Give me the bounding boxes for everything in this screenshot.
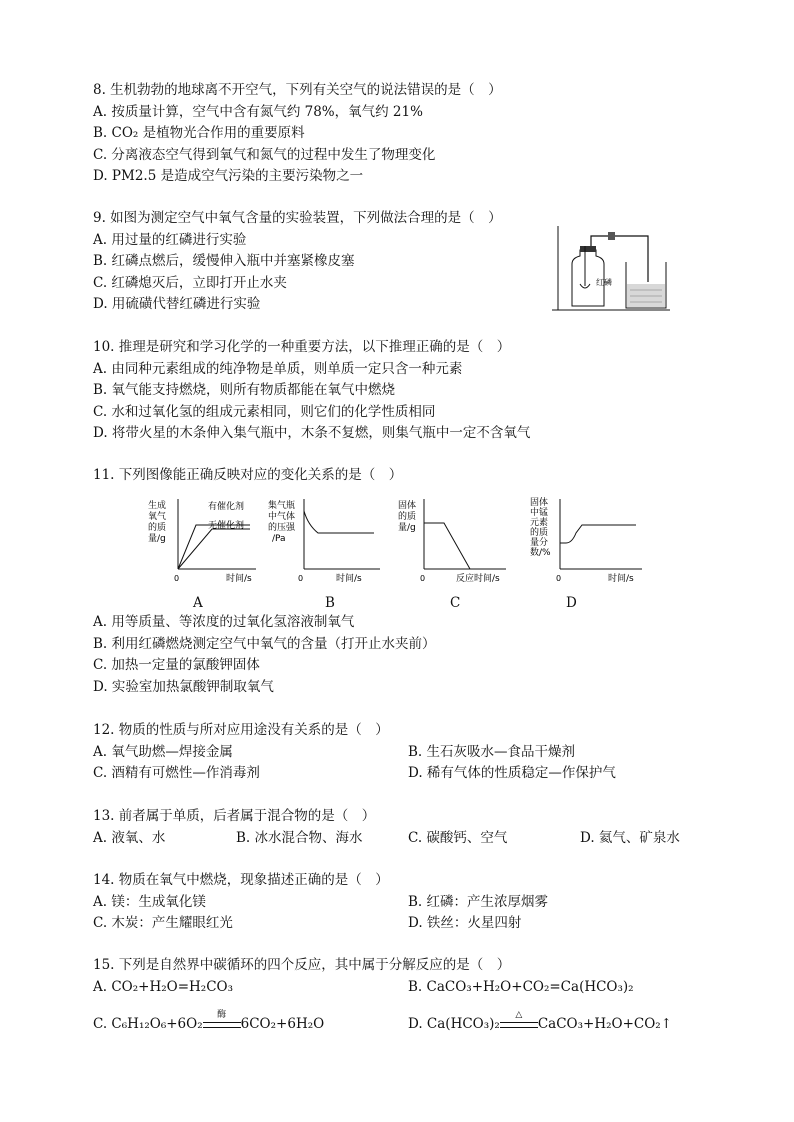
curve-without-catalyst bbox=[178, 529, 250, 569]
y-label-4: 的质 bbox=[530, 528, 549, 538]
question-stem: 11. 下列图像能正确反映对应的变化关系的是（ ） bbox=[93, 467, 403, 483]
origin-label: 0 bbox=[420, 574, 426, 583]
y-label-2: 的质 bbox=[398, 512, 417, 522]
beaker-water bbox=[627, 284, 665, 307]
question-13 bbox=[93, 806, 733, 849]
option-b[interactable]: B. 利用红磷燃烧测定空气中氧气的含量（打开止水夹前） bbox=[93, 635, 436, 652]
question-stem: 12. 物质的性质与所对应用途没有关系的是（ ） bbox=[93, 722, 389, 738]
question-stem: 9. 如图为测定空气中氧气含量的实验装置，下列做法合理的是（ ） bbox=[93, 210, 502, 226]
y-label-2: 氧气 bbox=[148, 512, 167, 522]
condition-heat: △ bbox=[515, 1010, 523, 1020]
y-label-1: 固体 bbox=[398, 501, 417, 511]
question-stem: 8. 生机勃勃的地球离不开空气，下列有关空气的说法错误的是（ ） bbox=[93, 82, 502, 98]
water-clamp bbox=[608, 232, 615, 240]
option-a[interactable]: A. 按质量计算，空气中含有氮气约 78%，氧气约 21% bbox=[93, 103, 423, 120]
apparatus-figure bbox=[552, 222, 672, 314]
question-stem: 13. 前者属于单质，后者属于混合物的是（ ） bbox=[93, 808, 376, 824]
rubber-stopper bbox=[580, 246, 596, 252]
y-label-4: 量/g bbox=[148, 534, 166, 544]
graph-d bbox=[524, 495, 646, 590]
x-label: 时间/s bbox=[226, 574, 252, 584]
option-b[interactable]: B. 冰水混合物、海水 bbox=[236, 829, 363, 846]
reaction-arrow-c bbox=[203, 1010, 241, 1028]
origin-label: 0 bbox=[174, 574, 180, 583]
option-d[interactable]: D. 用硫磺代替红磷进行实验 bbox=[93, 296, 261, 312]
option-c[interactable]: C. 碳酸钙、空气 bbox=[408, 829, 508, 846]
option-d[interactable]: D. 稀有气体的性质稳定—作保护气 bbox=[408, 765, 616, 781]
question-10 bbox=[93, 337, 733, 445]
option-a[interactable]: A. 用过量的红磷进行实验 bbox=[93, 231, 247, 248]
mass-curve bbox=[424, 523, 470, 569]
x-label: 时间/s bbox=[336, 574, 362, 584]
y-label-3: 的质 bbox=[148, 523, 167, 533]
x-label: 时间/s bbox=[608, 574, 634, 584]
option-c[interactable]: C. 红磷熄灭后，立即打开止水夹 bbox=[93, 274, 287, 291]
option-d[interactable]: D. PM2.5 是造成空气污染的主要污染物之一 bbox=[93, 168, 364, 184]
glass-tube bbox=[591, 236, 648, 282]
option-d[interactable] bbox=[408, 1010, 673, 1036]
question-11-options bbox=[93, 612, 733, 698]
y-label-1: 生成 bbox=[148, 501, 167, 511]
y-label-4: /Pa bbox=[272, 534, 286, 544]
question-15 bbox=[93, 955, 733, 1036]
y-label-3: 的压强 bbox=[268, 523, 296, 533]
question-stem: 15. 下列是自然界中碳循环的四个反应，其中属于分解反应的是（ ） bbox=[93, 957, 511, 973]
question-11 bbox=[93, 465, 733, 487]
question-stem: 14. 物质在氧气中燃烧，现象描述正确的是（ ） bbox=[93, 872, 389, 888]
question-8 bbox=[93, 80, 733, 188]
y-label-2: 中锰 bbox=[530, 508, 549, 518]
option-d[interactable]: D. 氦气、矿泉水 bbox=[580, 829, 680, 846]
y-label-3: 量/g bbox=[398, 523, 416, 533]
graph-c-label: C bbox=[450, 595, 461, 611]
y-label-2: 中气体 bbox=[268, 512, 296, 522]
graph-a-label: A bbox=[193, 595, 203, 611]
graph-b bbox=[264, 495, 384, 590]
option-b[interactable]: B. 氧气能支持燃烧，则所有物质都能在氧气中燃烧 bbox=[93, 382, 396, 398]
curve1-label: 有催化剂 bbox=[208, 502, 245, 512]
option-d-products: CaCO₃+H₂O+CO₂↑ bbox=[537, 1016, 673, 1032]
option-a[interactable]: A. 由同种元素组成的纯净物是单质，则单质一定只含一种元素 bbox=[93, 360, 463, 377]
option-c-reactants: C. C₆H₁₂O₆+6O₂ bbox=[93, 1016, 203, 1032]
y-label-1: 集气瓶 bbox=[268, 501, 296, 511]
option-b[interactable]: B. 红磷：产生浓厚烟雾 bbox=[408, 893, 549, 910]
y-label-1: 固体 bbox=[530, 498, 549, 508]
option-a[interactable]: A. 氧气助燃—焊接金属 bbox=[93, 743, 233, 760]
option-a[interactable]: A. 镁：生成氧化镁 bbox=[93, 893, 206, 910]
option-b[interactable]: B. 生石灰吸水—食品干燥剂 bbox=[408, 743, 576, 760]
graph-a bbox=[140, 495, 260, 590]
curve-with-catalyst bbox=[178, 525, 250, 569]
option-a[interactable]: A. 液氧、水 bbox=[93, 829, 166, 846]
option-c[interactable]: C. 加热一定量的氯酸钾固体 bbox=[93, 657, 260, 673]
option-d[interactable]: D. 将带火星的木条伸入集气瓶中，木条不复燃，则集气瓶中一定不含氧气 bbox=[93, 425, 531, 441]
option-c[interactable]: C. 木炭：产生耀眼红光 bbox=[93, 915, 233, 931]
curve2-label: 无催化剂 bbox=[208, 521, 245, 531]
option-c-products: 6CO₂+6H₂O bbox=[240, 1016, 325, 1032]
red-phosphorus-label: 红磷 bbox=[596, 278, 612, 287]
option-b[interactable]: B. 红磷点燃后，缓慢伸入瓶中并塞紧橡皮塞 bbox=[93, 253, 355, 269]
option-c[interactable]: C. 水和过氧化氢的组成元素相同，则它们的化学性质相同 bbox=[93, 403, 436, 420]
option-d[interactable]: D. 实验室加热氯酸钾制取氧气 bbox=[93, 678, 274, 695]
option-a[interactable]: A. CO₂+H₂O=H₂CO₃ bbox=[93, 978, 234, 995]
pressure-curve bbox=[304, 511, 374, 533]
mn-fraction-curve bbox=[560, 525, 636, 543]
origin-label: 0 bbox=[298, 574, 304, 583]
y-label-5: 量分 bbox=[530, 538, 549, 548]
x-label: 反应时间/s bbox=[456, 574, 500, 584]
condition-enzyme: 酶 bbox=[217, 1010, 227, 1020]
option-b[interactable]: B. CaCO₃+H₂O+CO₂=Ca(HCO₃)₂ bbox=[408, 978, 634, 995]
option-d[interactable]: D. 铁丝：火星四射 bbox=[408, 915, 522, 931]
option-c[interactable] bbox=[93, 1010, 325, 1032]
question-14 bbox=[93, 870, 733, 935]
option-d-reactants: D. Ca(HCO₃)₂ bbox=[408, 1016, 500, 1032]
y-label-6: 数/% bbox=[530, 548, 551, 558]
y-label-3: 元素 bbox=[530, 518, 549, 528]
question-stem: 10. 推理是研究和学习化学的一种重要方法，以下推理正确的是（ ） bbox=[93, 339, 511, 355]
origin-label: 0 bbox=[556, 574, 562, 583]
option-b[interactable]: B. CO₂ 是植物光合作用的重要原料 bbox=[93, 125, 305, 141]
question-12 bbox=[93, 720, 733, 785]
graph-c bbox=[394, 495, 514, 590]
graph-d-label: D bbox=[566, 595, 577, 611]
reaction-arrow-d bbox=[500, 1010, 538, 1028]
option-a[interactable]: A. 用等质量、等浓度的过氧化氢溶液制氧气 bbox=[93, 614, 355, 630]
option-c[interactable]: C. 酒精有可燃性—作消毒剂 bbox=[93, 765, 260, 781]
option-c[interactable]: C. 分离液态空气得到氧气和氮气的过程中发生了物理变化 bbox=[93, 146, 436, 163]
graph-b-label: B bbox=[325, 595, 335, 611]
